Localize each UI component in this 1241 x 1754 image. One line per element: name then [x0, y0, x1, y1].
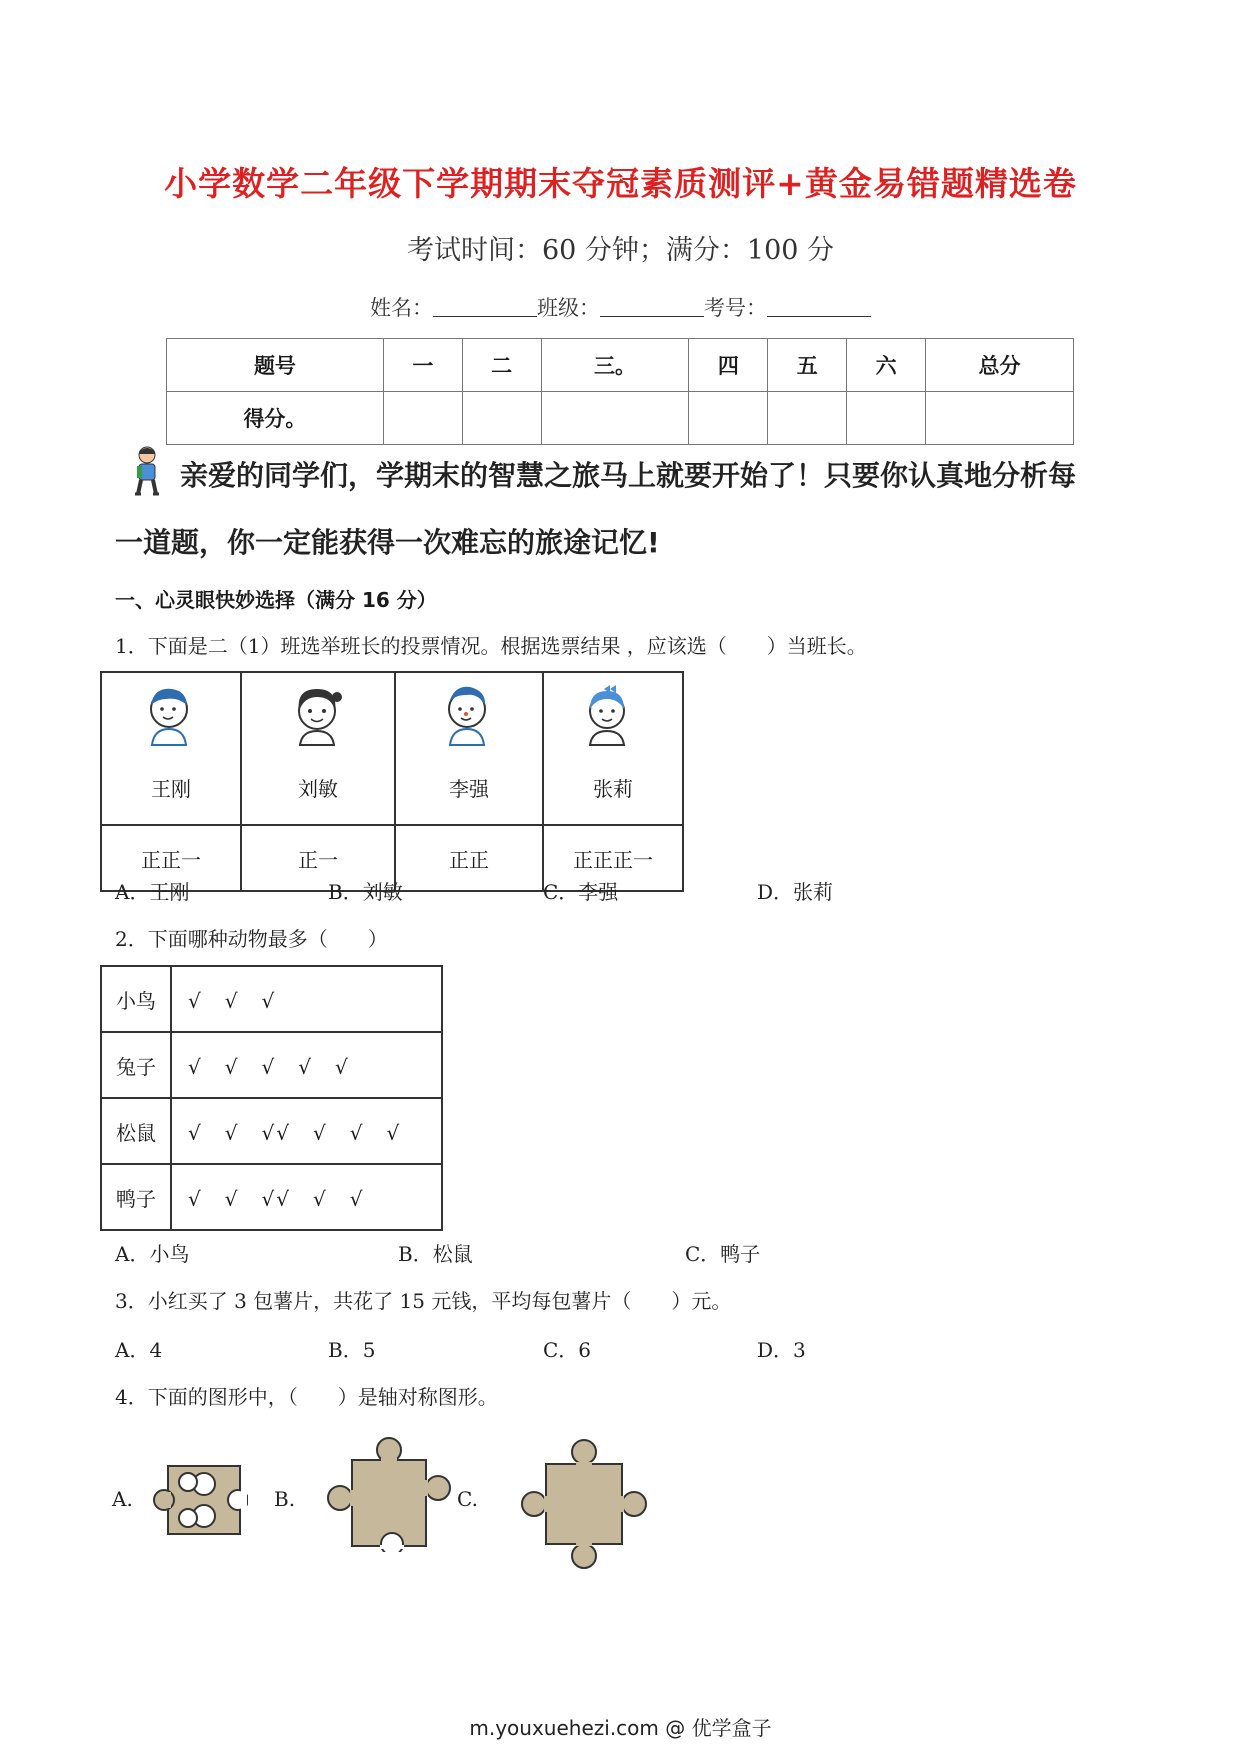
- candidate-name: 李强: [449, 777, 489, 801]
- score-header-cell: 三。: [541, 339, 689, 392]
- section-heading: 一、心灵眼快妙选择（满分 16 分）: [115, 588, 437, 612]
- candidate-cell: [543, 672, 683, 825]
- score-header-cell: 六: [847, 339, 926, 392]
- score-header-row: [167, 339, 1074, 392]
- question-1: 1．下面是二（1）班选举班长的投票情况。根据选票结果 ，应该选（ ）当班长。: [115, 634, 867, 658]
- exam-no-label: 考号：: [704, 296, 767, 320]
- puzzle-piece-b-icon: [326, 1436, 456, 1552]
- q1-option-b[interactable]: B．刘敏: [328, 880, 403, 904]
- candidate-cell: [101, 672, 241, 825]
- q2-option-a[interactable]: A．小鸟: [115, 1242, 190, 1266]
- animal-row: [101, 1164, 442, 1230]
- puzzle-piece-a-icon: [148, 1460, 248, 1540]
- animal-ticks: √ √ √ √ √: [171, 1032, 442, 1098]
- vote-table: [100, 671, 684, 892]
- q4-option-b[interactable]: B.: [274, 1487, 296, 1511]
- footer-watermark: m.youxuehezi.com @ 优学盒子: [469, 1716, 772, 1740]
- q1-option-a[interactable]: A．王刚: [115, 880, 190, 904]
- candidate-name: 刘敏: [298, 777, 338, 801]
- boy-avatar-icon: [440, 683, 494, 747]
- candidate-name: 张莉: [593, 777, 633, 801]
- animal-name: 小鸟: [101, 966, 171, 1032]
- girl-avatar-icon: [288, 683, 346, 747]
- q2-option-c[interactable]: C．鸭子: [685, 1242, 761, 1266]
- animal-name: 鸭子: [101, 1164, 171, 1230]
- score-cell[interactable]: [541, 392, 689, 445]
- score-header-cell: 五: [768, 339, 847, 392]
- tally-cell: 正正正一: [543, 825, 683, 891]
- animal-name: 松鼠: [101, 1098, 171, 1164]
- score-header-cell: 四: [689, 339, 768, 392]
- intro-line-2: 一道题，你一定能获得一次难忘的旅途记忆!: [115, 526, 660, 559]
- page-title: 小学数学二年级下学期期末夺冠素质测评+黄金易错题精选卷: [164, 164, 1077, 203]
- question-4: 4．下面的图形中，（ ）是轴对称图形。: [115, 1385, 498, 1409]
- animal-row: [101, 966, 442, 1032]
- score-header-cell: 一: [383, 339, 462, 392]
- exam-info: 考试时间：60 分钟；满分：100 分: [406, 235, 835, 266]
- score-table: [166, 338, 1074, 445]
- candidate-cell: [395, 672, 543, 825]
- score-cell[interactable]: [926, 392, 1074, 445]
- score-row-label: 得分。: [167, 392, 384, 445]
- score-header-cell: 题号: [167, 339, 384, 392]
- animal-table: [100, 965, 443, 1231]
- q4-option-c[interactable]: C.: [457, 1487, 478, 1511]
- student-icon: [128, 446, 166, 498]
- question-2: 2．下面哪种动物最多（ ）: [115, 927, 388, 951]
- score-cell[interactable]: [847, 392, 926, 445]
- animal-ticks: √ √ √√ √ √: [171, 1164, 442, 1230]
- q1-option-d[interactable]: D．张莉: [757, 880, 834, 904]
- score-cell[interactable]: [462, 392, 541, 445]
- q3-option-a[interactable]: A．4: [115, 1338, 163, 1362]
- score-cell[interactable]: [383, 392, 462, 445]
- q3-option-b[interactable]: B．5: [328, 1338, 376, 1362]
- girl-avatar-icon: [580, 683, 634, 747]
- candidate-name: 王刚: [151, 777, 191, 801]
- q1-option-c[interactable]: C．李强: [543, 880, 619, 904]
- animal-ticks: √ √ √√ √ √ √: [171, 1098, 442, 1164]
- animal-ticks: √ √ √: [171, 966, 442, 1032]
- q3-option-d[interactable]: D．3: [757, 1338, 806, 1362]
- puzzle-piece-c-icon: [520, 1438, 650, 1572]
- score-row: [167, 392, 1074, 445]
- tally-cell: 正一: [241, 825, 395, 891]
- boy-avatar-icon: [142, 683, 196, 747]
- question-3: 3．小红买了 3 包薯片，共花了 15 元钱，平均每包薯片（ ）元。: [115, 1289, 732, 1313]
- score-header-cell: 总分: [926, 339, 1074, 392]
- score-cell[interactable]: [768, 392, 847, 445]
- class-blank[interactable]: [600, 296, 704, 317]
- intro-line-1: 亲爱的同学们，学期末的智慧之旅马上就要开始了！只要你认真地分析每: [180, 459, 1077, 492]
- animal-name: 兔子: [101, 1032, 171, 1098]
- score-header-cell: 二: [462, 339, 541, 392]
- score-cell[interactable]: [689, 392, 768, 445]
- tally-cell: 正正: [395, 825, 543, 891]
- candidate-cell: [241, 672, 395, 825]
- student-info-line: [0, 292, 1241, 322]
- q3-option-c[interactable]: C．6: [543, 1338, 592, 1362]
- name-blank[interactable]: [433, 296, 537, 317]
- exam-no-blank[interactable]: [767, 296, 871, 317]
- tally-cell: 正正一: [101, 825, 241, 891]
- q2-option-b[interactable]: B．松鼠: [398, 1242, 473, 1266]
- candidate-row: [101, 672, 683, 825]
- animal-row: [101, 1098, 442, 1164]
- animal-row: [101, 1032, 442, 1098]
- q4-option-a[interactable]: A.: [112, 1487, 133, 1511]
- class-label: 班级：: [537, 296, 600, 320]
- name-label: 姓名：: [370, 296, 433, 320]
